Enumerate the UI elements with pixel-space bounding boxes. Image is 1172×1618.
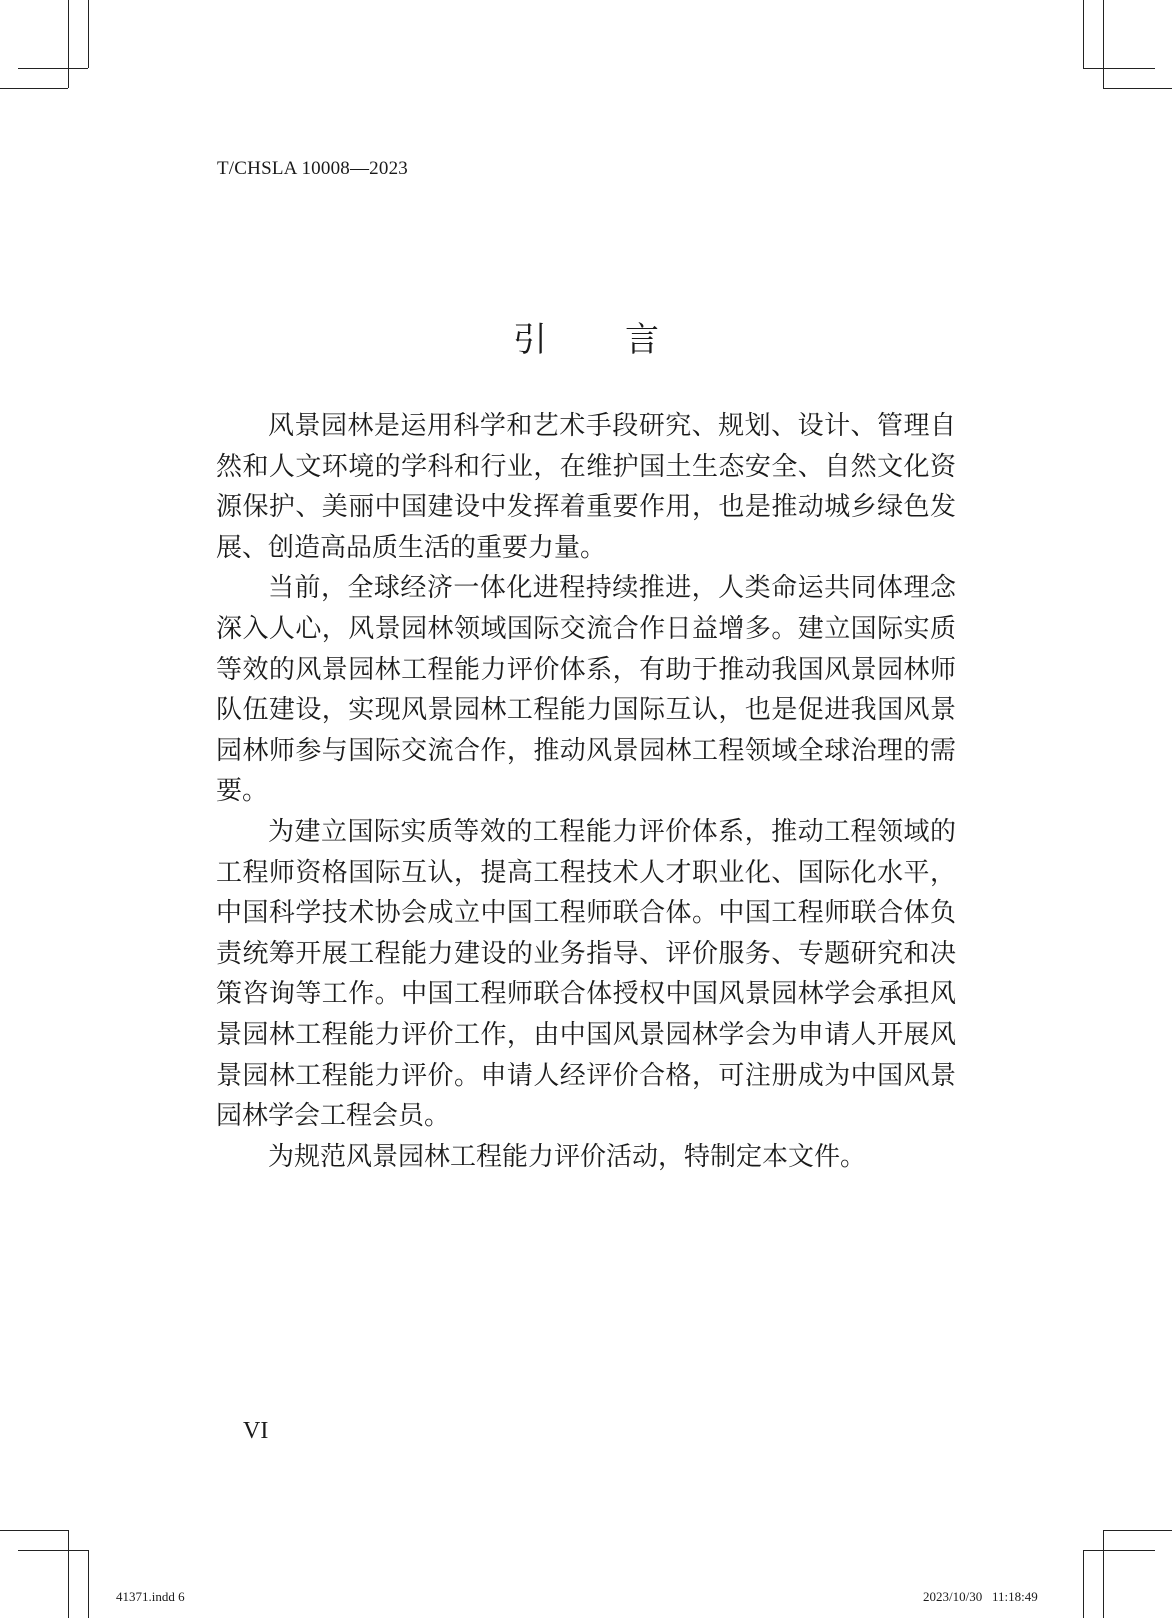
paragraph-1: 风景园林是运用科学和艺术手段研究、规划、设计、管理自然和人文环境的学科和行业，在维护国土生态安全、自然文化资源保护、美丽中国建设中发挥着重要作用，也是推动城乡绿色发展、创造高品质生活的重要力量。	[216, 411, 956, 563]
crop-mark-top-right-v2	[1103, 0, 1104, 88]
crop-mark-top-left-h2	[0, 88, 68, 89]
crop-mark-top-left-v	[88, 0, 89, 68]
crop-mark-top-right-h	[1083, 68, 1155, 69]
crop-mark-bottom-left-h2	[0, 1530, 68, 1531]
slug-timestamp: 2023/10/30 11:18:49	[923, 1589, 1038, 1604]
crop-mark-bottom-left-v	[88, 1550, 89, 1618]
page-title: 引言	[513, 320, 737, 360]
crop-mark-bottom-right-h2	[1103, 1530, 1172, 1531]
paragraph-3: 为建立国际实质等效的工程能力评价体系，推动工程领域的工程师资格国际互认，提高工程技术人才职业化、国际化水平，中国科学技术协会成立中国工程师联合体。中国工程师联合体负责统筹开展工程能力建设的业务指导、评价服务、专题研究和决策咨询等工作。中国工程师联合体授权中国风景园林学会承担风景园林工程能力评价工作，由中国风景园林学会为申请人开展风景园林工程能力评价。申请人经评价合格，可注册成为中国风景园林学会工程会员。	[216, 816, 956, 1132]
crop-mark-top-left-v2	[68, 0, 69, 88]
crop-mark-top-left-h	[18, 68, 88, 69]
paragraph-2: 当前，全球经济一体化进程持续推进，人类命运共同体理念深入人心，风景园林领域国际交流合作日益增多。建立国际实质等效的风景园林工程能力评价体系，有助于推动我国风景园林师队伍建设，实现风景园林工程能力国际互认，也是促进我国风景园林师参与国际交流合作，推动风景园林工程领域全球治理的需要。	[216, 573, 956, 807]
crop-mark-top-right-h2	[1103, 88, 1172, 89]
crop-mark-bottom-right-h	[1083, 1550, 1155, 1551]
crop-mark-bottom-left-h	[18, 1550, 88, 1551]
crop-mark-bottom-right-v2	[1103, 1530, 1104, 1618]
slug-file: 41371.indd 6	[116, 1589, 185, 1604]
paragraph-4: 为规范风景园林工程能力评价活动，特制定本文件。	[268, 1141, 867, 1172]
standard-code: T/CHSLA 10008—2023	[217, 158, 408, 179]
crop-mark-top-right-v	[1083, 0, 1084, 68]
crop-mark-bottom-right-v	[1083, 1550, 1084, 1618]
introduction-body	[216, 406, 956, 1177]
crop-mark-bottom-left-v2	[68, 1530, 69, 1618]
page-number: VI	[243, 1418, 269, 1444]
